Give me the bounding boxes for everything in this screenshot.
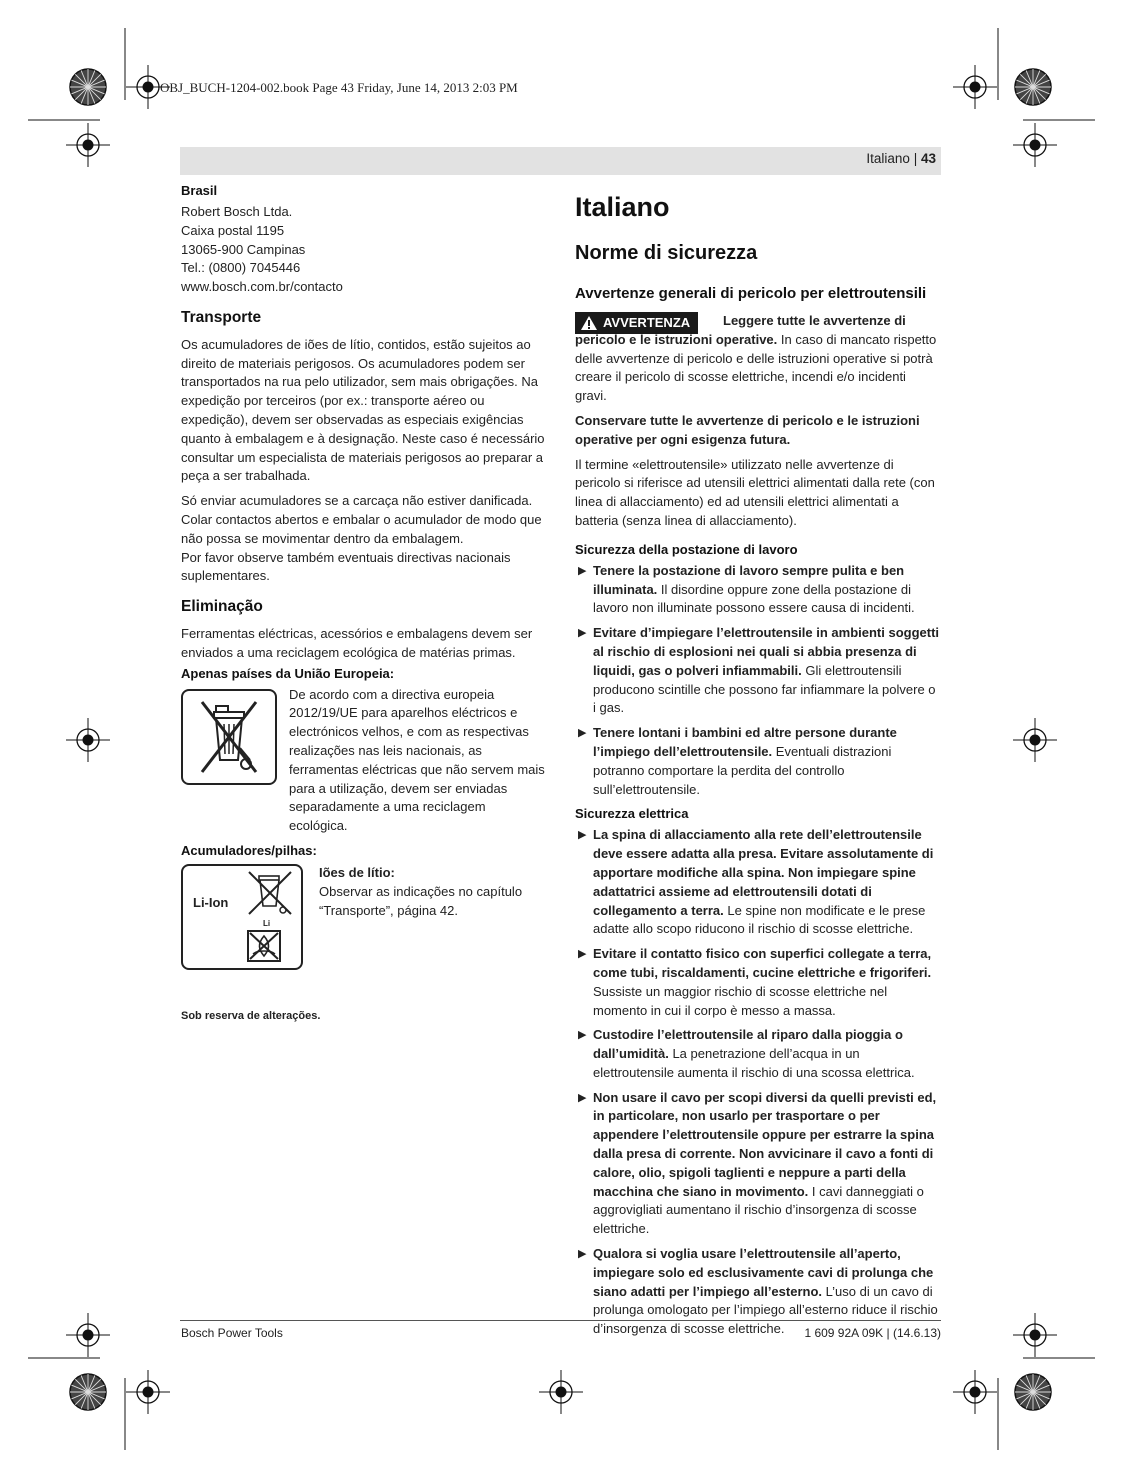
electric-heading: Sicurezza elettrica: [575, 806, 689, 822]
footer-brand: Bosch Power Tools: [181, 1326, 283, 1340]
list-item: ▶ Qualora si voglia usare l’elettroutensile all’aperto, impiegare solo ed esclusivamente cavi di prolunga che siano adatti per l’impiego all’esterno. L’uso di un cavo di prolunga omologato per l’impiego all’esterno riduce il rischio d’insorgenza di scosse elettriche.: [578, 1246, 938, 1337]
list-item: ▶ Tenere la postazione di lavoro sempre pulita e ben illuminata. Il disordine oppure zone della postazione di lavoro non illuminate possono essere causa di incidenti.: [578, 562, 915, 616]
address-url: www.bosch.com.br/contacto: [181, 279, 343, 295]
acumuladores-heading: Acumuladores/pilhas:: [181, 842, 317, 858]
subsection-title: Avvertenze generali di pericolo per elettroutensili: [575, 285, 927, 302]
list-item: ▶ Evitare d’impiegare l’elettroutensile in ambienti soggetti al rischio di esplosioni nei quali si abbia presenza di liquidi, gas o polveri infiammabili. Gli elettroutensili producono scintille che possono far infiammare la polvere o i gas.: [578, 625, 940, 716]
left-column: [181, 182, 547, 970]
eliminacao-paragraph: Ferramentas eléctricas, acessórios e embalagens devem ser enviados a uma reciclagem ecológica de matérias primas.: [181, 625, 533, 660]
liion-row: [181, 864, 547, 970]
eliminacao-heading: Eliminação: [181, 598, 263, 616]
page-number: 43: [920, 151, 936, 166]
eu-heading: Apenas países da União Europeia:: [181, 665, 395, 681]
reserve-note: Sob reserva de alterações.: [181, 1010, 321, 1022]
address-line: 13065-900 Campinas: [181, 241, 306, 257]
header-language: Italiano: [866, 151, 910, 166]
transporte-paragraph: Por favor observe também eventuais directivas nacionais suplementares.: [181, 549, 511, 584]
bullet-arrow-icon: ▶: [578, 829, 587, 842]
section-title: Norme di sicurezza: [575, 242, 758, 264]
ioes-text: Observar as indicações no capítulo “Transporte”, página 42.: [319, 883, 523, 918]
bullet-arrow-icon: ▶: [578, 1091, 587, 1104]
print-slug: OBJ_BUCH-1204-002.book Page 43 Friday, June 14, 2013 2:03 PM: [160, 80, 518, 95]
liion-info: [319, 864, 547, 920]
footer-rule: [180, 1320, 941, 1321]
li-small-label: Li: [263, 918, 271, 928]
address-line: Robert Bosch Ltda.: [181, 204, 293, 219]
address-block: [181, 203, 547, 297]
warning-label: AVVERTENZA: [603, 315, 691, 330]
list-item: ▶ La spina di allacciamento alla rete dell’elettroutensile deve essere adatta alla presa. Evitare assolutamente di apportare modifiche alla spina. Non impiegare spine adattatrici assieme ad elettroutensili dotati di collegamento a terra. Le spine non modificate e le prese adatte allo scopo riducono il rischio di scosse elettriche.: [578, 827, 934, 937]
bullet-arrow-icon: ▶: [578, 948, 587, 961]
bullet-arrow-icon: ▶: [578, 727, 587, 740]
workplace-heading: Sicurezza della postazione di lavoro: [575, 541, 798, 557]
brasil-heading: Brasil: [181, 183, 218, 198]
warning-bold-text: Leggere tutte le avvertenze di pericolo e le istruzioni operative.: [575, 313, 906, 347]
bullet-arrow-icon: ▶: [578, 564, 587, 577]
keep-instructions: Conservare tutte le avvertenze di pericolo e le istruzioni operative per ogni esigenza futura.: [575, 412, 920, 447]
liion-label: Li-Ion: [193, 894, 229, 910]
language-title: Italiano: [575, 192, 670, 222]
list-item: ▶ Evitare il contatto fisico con superfici collegate a terra, come tubi, riscaldamenti, cucine elettriche e frigoriferi. Sussiste un maggior rischio di scosse elettriche nel momento in cui il corpo è messo a massa.: [578, 946, 932, 1018]
bullet-arrow-icon: ▶: [578, 1248, 587, 1261]
list-item: ▶ Tenere lontani i bambini ed altre persone durante l’impiego dell’elettroutensile. Eventuali distrazioni potranno comportare la perdita del controllo sull’elettroutensile.: [578, 725, 897, 797]
eu-directive-text: De acordo com a directiva europeia 2012/19/UE para aparelhos eléctricos e electrónicos velhos, e com as respectivas realizações nas leis nacionais, as ferramentas eléctricas que não servem mais para a utilização, devem ser enviadas separadamente a uma reciclagem ecológica.: [289, 686, 545, 834]
transporte-paragraph: Só enviar acumuladores se a carcaça não estiver danificada. Colar contactos abertos e embalar o acumulador de modo que não possa se movimentar dentro da embalagem.: [181, 493, 542, 546]
address-line: Caixa postal 1195: [181, 222, 285, 238]
liion-symbol: [181, 864, 303, 970]
no-fire-icon: [247, 930, 281, 962]
right-column: [575, 190, 941, 1345]
list-item: ▶ Custodire l’elettroutensile al riparo dalla pioggia o dall’umidità. La penetrazione dell’acqua in un elettroutensile aumenta il rischio di una scossa elettrica.: [578, 1027, 915, 1080]
bullet-arrow-icon: ▶: [578, 1029, 587, 1042]
weee-bin-icon: [181, 689, 277, 785]
battery-bin-icon: [245, 870, 295, 918]
electric-list: [575, 826, 941, 1339]
header-separator: |: [913, 151, 918, 166]
weee-row: [181, 686, 547, 836]
footer-doc-number: 1 609 92A 09K | (14.6.13): [804, 1326, 941, 1340]
warning-triangle-icon: [581, 316, 597, 330]
transporte-paragraph: Os acumuladores de iões de lítio, contidos, estão sujeitos ao direito de materiais perigosos. Os acumuladores podem ser transportados na rua pelo utilizador, sem mais obrigações. Na expedição por terceiros (por ex.: transporte aéreo ou expedição), devem ser observadas as especiais exigências quanto à embalagem e à designação. Neste caso é necessário consultar um especialista de materiais perigosos ao preparar a peça a ser trabalhada.: [181, 336, 545, 484]
warning-body-text: In caso di mancato rispetto delle avvertenze di pericolo e delle istruzioni operative si potrà creare il pericolo di scosse elettriche, incendi e/o incidenti gravi.: [575, 331, 937, 404]
transporte-heading: Transporte: [181, 308, 262, 326]
header-bar: [180, 147, 941, 175]
bullet-arrow-icon: ▶: [578, 627, 587, 640]
address-line: Tel.: (0800) 7045446: [181, 260, 301, 276]
workplace-list: [575, 562, 941, 800]
ioes-heading: Iões de lítio:: [319, 864, 395, 880]
running-header: [866, 151, 936, 166]
list-item: ▶ Non usare il cavo per scopi diversi da quelli previsti ed, in particolare, non usarlo per trasportare o per appendere l’elettroutensile oppure per estrarre la spina dalla presa di corrente. Non avvicinare il cavo a fonti di calore, olio, spigoli taglienti e neppure a parti della macchina che siano in movimento. I cavi danneggiati o aggrovigliati aumentano il rischio d’insorgenza di scosse elettriche.: [578, 1089, 937, 1237]
term-definition: Il termine «elettroutensile» utilizzato nelle avvertenze di pericolo si riferisce ad utensili elettrici alimentati dalla rete (con linea di allacciamento) ed ad utensili elettrici alimentati a batteria (senza linea di allacciamento).: [575, 456, 935, 528]
